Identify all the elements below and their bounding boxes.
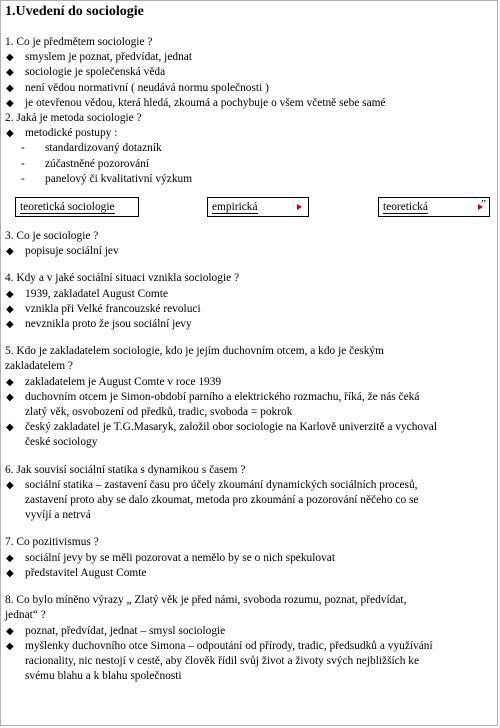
diamond-bullet-icon: ◆ (6, 479, 14, 491)
question-line: 8. Co bylo míněno výrazy „ Zlatý věk je před námi, svoboda rozumu, poznat, předvídat, (5, 594, 407, 607)
question-line: jednat“ ? (5, 609, 46, 622)
sub-list-item (5, 157, 493, 172)
sub-item-text: standardizovaný dotazník (45, 142, 162, 155)
bullet-text: zakladatelem je August Comte v roce 1939 (25, 375, 222, 388)
diamond-bullet-icon: ◆ (6, 97, 14, 109)
list-item (5, 639, 493, 685)
bullet-line: svému blahu a k blahu společnosti (25, 670, 182, 683)
question-6: 6. Jak souvisí sociální statika s dynamikou s časem ? (5, 463, 246, 476)
diamond-bullet-icon: ◆ (6, 640, 14, 652)
method-boxes (5, 195, 493, 221)
bullet-text: nevznikla proto že jsou sociální jevy (25, 318, 192, 331)
diamond-bullet-icon: ◆ (6, 567, 14, 579)
diamond-bullet-icon: ◆ (6, 128, 14, 140)
box-label: teoretická (383, 201, 428, 214)
question-1: 1. Co je předmětem sociologie ? (5, 36, 153, 48)
diamond-bullet-icon: ◆ (6, 52, 14, 64)
diamond-bullet-icon: ◆ (6, 552, 14, 564)
sub-list-item (5, 141, 493, 156)
bullet-text: smyslem je poznat, předvídat, jednat (25, 51, 193, 64)
diamond-bullet-icon: ◆ (6, 303, 14, 315)
question-3: 3. Co je sociologie ? (5, 230, 99, 243)
bullet-line: racionality, nic nestojí v cestě, aby člověk řídil svůj život a životy svých nejbližších ke (25, 654, 420, 667)
bullet-line: sociální statika – zastavení času pro účely zkoumání dynamických sociálních procesů, (25, 478, 418, 491)
bullet-line: vyvíjí a netrvá (25, 509, 91, 522)
list-item (5, 65, 493, 80)
quote-mark-icon: ” (481, 198, 486, 211)
diamond-bullet-icon: ◆ (6, 246, 14, 258)
dash-bullet: - (21, 172, 25, 185)
list-item (5, 317, 493, 332)
list-item (5, 96, 493, 111)
bullet-line: české sociology (25, 436, 98, 449)
bullet-text: vznikla při Velké francouzské revoluci (25, 302, 201, 315)
dash-bullet: - (21, 142, 25, 155)
question-7: 7. Co pozitivismus ? (5, 536, 99, 549)
question-2: 2. Jaká je metoda sociologie ? (5, 112, 142, 125)
diamond-bullet-icon: ◆ (6, 288, 14, 300)
bullet-line: myšlenky duchovního otce Simona – odpoutání od přírody, tradic, předsudků a využívání (25, 639, 433, 652)
arrow-right-icon (297, 204, 302, 210)
list-item (5, 302, 493, 317)
list-item (5, 81, 493, 96)
bullet-line: zlatý věk, osvobození od předků, tradic, svoboda = pokrok (25, 406, 293, 419)
list-item (5, 50, 493, 65)
question-8 (5, 593, 493, 623)
bullet-line: duchovním otcem je Simon-období parního a elektrického rozmachu, říká, že nás čeká (25, 390, 420, 403)
bullet-text: poznat, předvídat, jednat – smysl sociologie (25, 624, 226, 637)
bullet-text: není vědou normativní ( neudává normu společnosti ) (25, 81, 269, 94)
diamond-bullet-icon: ◆ (6, 391, 14, 403)
box-theoretical-sociology[interactable] (15, 197, 139, 217)
question-4: 4. Kdy a v jaké sociální situaci vznikla sociologie ? (5, 272, 240, 285)
box-empirical[interactable] (207, 197, 309, 217)
diamond-bullet-icon: ◆ (6, 319, 14, 331)
list-item (5, 478, 493, 524)
list-item (5, 390, 493, 420)
list-item (5, 624, 493, 639)
diamond-bullet-icon: ◆ (6, 376, 14, 388)
sub-list-item (5, 172, 493, 187)
bullet-text: sociologie je společenská věda (25, 66, 166, 79)
question-line: zakladatelem ? (5, 360, 73, 373)
diamond-bullet-icon: ◆ (6, 422, 14, 434)
question-5 (5, 344, 493, 374)
box-theoretical[interactable] (378, 197, 490, 217)
list-item (5, 566, 493, 581)
list-item (5, 126, 493, 141)
diamond-bullet-icon: ◆ (6, 67, 14, 79)
bullet-text: popisuje sociální jev (25, 245, 119, 258)
list-item (5, 287, 493, 302)
dash-bullet: - (21, 157, 25, 170)
sub-item-text: zúčastněné pozorování (45, 157, 150, 170)
sub-item-text: panelový či kvalitativní výzkum (45, 172, 193, 185)
box-label: teoretická sociologie (20, 201, 115, 214)
list-item (5, 375, 493, 390)
question-line: 5. Kdo je zakladatelem sociologie, kdo je jejím duchovním otcem, a kdo je českým (5, 345, 384, 358)
bullet-text: sociální jevy by se měli pozorovat a nemělo by se o nich spekulovat (25, 551, 335, 564)
bullet-text: 1939, zakladatel August Comte (25, 287, 168, 300)
bullet-line: zastavení proto aby se dalo zkoumat, metoda pro zkoumání a pozorování něčeho co se (25, 494, 419, 507)
bullet-text: je otevřenou vědou, která hledá, zkoumá a pochybuje o všem včetně sebe samé (25, 96, 386, 109)
bullet-text: metodické postupy : (25, 127, 118, 140)
diamond-bullet-icon: ◆ (6, 625, 14, 637)
list-item (5, 420, 493, 450)
page-title: 1.Uvedení do sociologie (5, 4, 144, 19)
list-item (5, 244, 493, 259)
diamond-bullet-icon: ◆ (6, 82, 14, 94)
bullet-text: představitel August Comte (25, 566, 147, 579)
bullet-line: český zakladatel je T.G.Masaryk, založil obor sociologie na Karlově univerzitě a vychoval (25, 421, 438, 434)
list-item (5, 551, 493, 566)
box-label: empirická (212, 201, 258, 214)
